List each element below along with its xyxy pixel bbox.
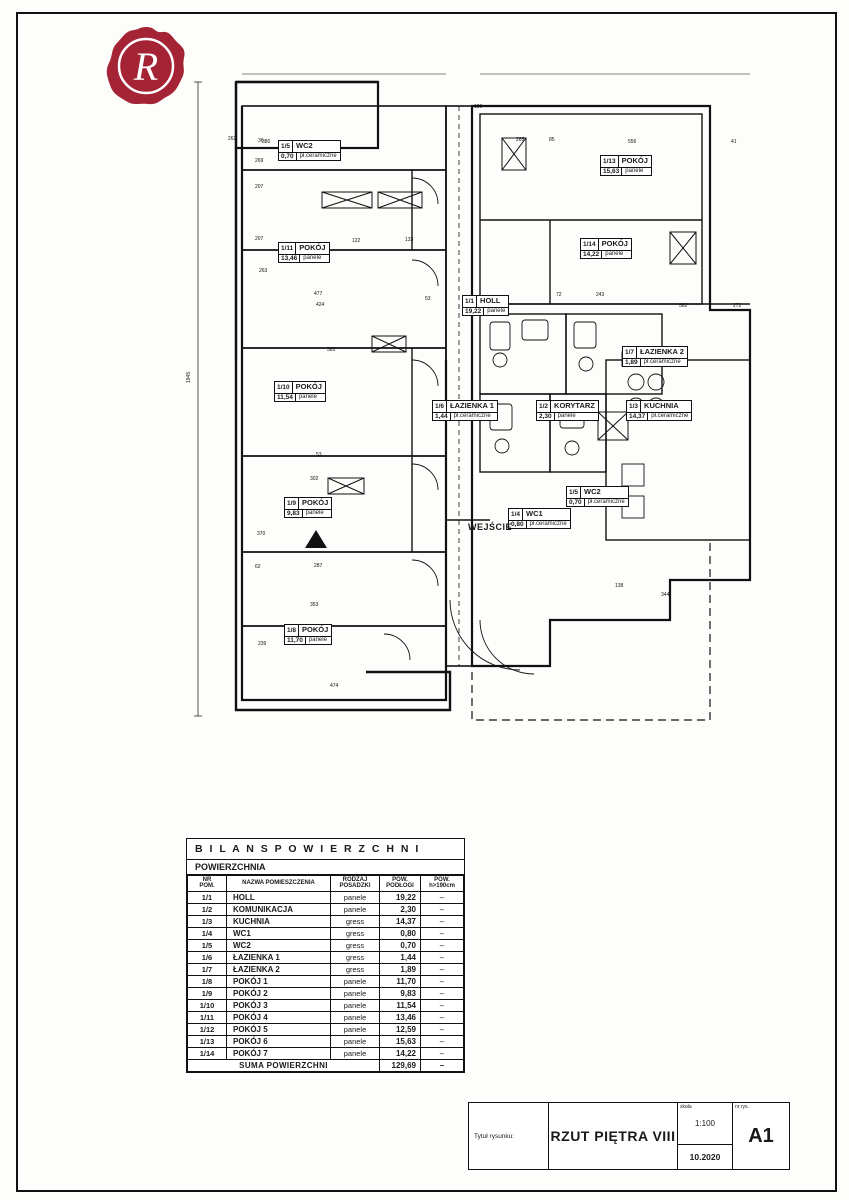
drawing-title: RZUT PIĘTRA VIII — [550, 1128, 676, 1144]
table-subtitle: POWIERZCHNIA — [187, 860, 464, 875]
area-table — [186, 838, 465, 1073]
cell-floor: panele — [331, 975, 380, 987]
cell-floor: panele — [331, 891, 380, 903]
cell-area: 13,46 — [380, 1011, 421, 1023]
room-label-1-7 — [622, 346, 688, 367]
cell-area: 19,22 — [380, 891, 421, 903]
room-name: HOLL — [480, 296, 501, 305]
cell-h190: – — [421, 963, 464, 975]
cell-h190: – — [421, 951, 464, 963]
cell-floor: panele — [331, 1011, 380, 1023]
dim-180: 180 — [474, 104, 483, 110]
cell-name: HOLL — [227, 891, 331, 903]
room-label-1-8 — [284, 624, 332, 645]
room-label-1-2 — [536, 400, 599, 421]
th-name: NAZWA POMIESZCZENIA — [227, 876, 331, 892]
th-area-line2: PODŁOGI — [386, 883, 414, 890]
room-floor: panele — [625, 167, 644, 174]
th-area-line1: POW. — [392, 877, 408, 883]
room-id: 1/8 — [285, 625, 299, 636]
cell-area: 14,37 — [380, 915, 421, 927]
cell-nr: 1/4 — [188, 927, 227, 939]
dim-265: 265 — [516, 137, 525, 143]
cell-nr: 1/7 — [188, 963, 227, 975]
dim-383: 383 — [327, 347, 336, 353]
table-row — [188, 1035, 464, 1047]
room-id: 1/6 — [433, 401, 447, 412]
cell-floor: gress — [331, 939, 380, 951]
cell-name: KOMUNIKACJA — [227, 903, 331, 915]
table-row — [188, 987, 464, 999]
cell-area: 11,70 — [380, 975, 421, 987]
dim-380: 380 — [262, 139, 271, 145]
room-area: 1,44 — [433, 413, 451, 420]
cell-area: 0,80 — [380, 927, 421, 939]
cell-nr: 1/10 — [188, 999, 227, 1011]
cell-area: 12,59 — [380, 1023, 421, 1035]
room-area: 15,63 — [601, 168, 622, 175]
sum-label: SUMA POWIERZCHNI — [188, 1059, 380, 1071]
cell-name: POKÓJ 1 — [227, 975, 331, 987]
dim-41: 41 — [731, 139, 737, 145]
cell-h190: – — [421, 891, 464, 903]
room-id: 1/3 — [627, 401, 641, 412]
cell-nr: 1/2 — [188, 903, 227, 915]
dim-207b: 207 — [255, 236, 264, 242]
dim-269: 269 — [255, 158, 264, 164]
room-name: KUCHNIA — [644, 401, 679, 410]
room-floor: pł.ceramiczne — [453, 412, 491, 419]
cell-nr: 1/1 — [188, 891, 227, 903]
th-area190-line2: h>190cm — [429, 883, 455, 890]
logo-letter: R — [133, 44, 159, 89]
cell-nr: 1/12 — [188, 1023, 227, 1035]
table-row — [188, 915, 464, 927]
cell-floor: panele — [331, 1035, 380, 1047]
dim-353: 353 — [310, 602, 319, 608]
room-id: 1/1 — [463, 296, 477, 307]
dim-272: 562 — [679, 303, 688, 309]
cell-h190: – — [421, 1011, 464, 1023]
cell-name: KUCHNIA — [227, 915, 331, 927]
cell-floor: gress — [331, 951, 380, 963]
scale-caption: skala — [680, 1104, 692, 1110]
dim-424: 424 — [316, 302, 325, 308]
overall-dimension: 1945 — [186, 371, 192, 383]
room-area: 2,30 — [537, 413, 555, 420]
room-area: 9,83 — [285, 510, 303, 517]
th-area190 — [421, 876, 464, 892]
room-name: POKÓJ — [601, 239, 628, 248]
table-row — [188, 927, 464, 939]
table-header-row — [188, 876, 464, 892]
table-row — [188, 951, 464, 963]
entrance-label: WEJŚCIE — [468, 522, 513, 532]
room-floor: panele — [557, 412, 576, 419]
dim-474: 474 — [330, 683, 339, 689]
cell-nr: 1/14 — [188, 1047, 227, 1059]
table-row — [188, 939, 464, 951]
cell-area: 14,22 — [380, 1047, 421, 1059]
cell-nr: 1/13 — [188, 1035, 227, 1047]
table-row — [188, 975, 464, 987]
title-block-caption: Tytuł rysunku: — [469, 1103, 549, 1169]
cell-area: 0,70 — [380, 939, 421, 951]
cell-name: POKÓJ 4 — [227, 1011, 331, 1023]
room-floor: pł.ceramiczne — [529, 520, 567, 527]
room-id: 1/5 — [567, 487, 581, 498]
dim-122: 122 — [352, 238, 361, 244]
room-label-1-5 — [566, 486, 629, 507]
dim-344: 344 — [661, 592, 670, 598]
cell-floor: gress — [331, 915, 380, 927]
room-name: KORYTARZ — [554, 401, 595, 410]
dim-40: 62 — [255, 564, 261, 570]
cell-floor: panele — [331, 999, 380, 1011]
dim-53: 53 — [425, 296, 431, 302]
cell-area: 15,63 — [380, 1035, 421, 1047]
room-label-1-12 — [278, 140, 341, 161]
cell-name: WC2 — [227, 939, 331, 951]
date-value: 10.2020 — [678, 1144, 732, 1169]
cell-name: ŁAZIENKA 2 — [227, 963, 331, 975]
table-row — [188, 1023, 464, 1035]
dim-243: 72 — [556, 292, 562, 298]
room-id: 1/7 — [623, 347, 637, 358]
room-area: 11,54 — [275, 394, 296, 401]
room-label-1-11 — [278, 242, 330, 263]
scale-cell — [678, 1103, 732, 1144]
dim-324: 53 — [316, 452, 322, 458]
th-floor-line2: POSADZKI — [339, 883, 371, 890]
dim-370: 370 — [257, 531, 266, 537]
cell-name: ŁAZIENKA 1 — [227, 951, 331, 963]
dim-133: 133 — [405, 237, 414, 243]
room-name: POKÓJ — [302, 625, 329, 634]
room-floor: panele — [298, 393, 317, 400]
th-floor-line1: RODZAJ — [342, 877, 368, 883]
room-floor: panele — [308, 636, 327, 643]
cell-name: POKÓJ 5 — [227, 1023, 331, 1035]
room-area: 0,80 — [509, 521, 527, 528]
cell-name: POKÓJ 6 — [227, 1035, 331, 1047]
title-block — [468, 1102, 790, 1170]
cell-area: 9,83 — [380, 987, 421, 999]
cell-nr: 1/5 — [188, 939, 227, 951]
dim-287: 287 — [314, 563, 323, 569]
dim-477: 477 — [314, 291, 323, 297]
cell-h190: – — [421, 915, 464, 927]
cell-area: 2,30 — [380, 903, 421, 915]
th-floor — [331, 876, 380, 892]
cell-h190: – — [421, 975, 464, 987]
table-row — [188, 1047, 464, 1059]
cell-area: 11,54 — [380, 999, 421, 1011]
room-floor: panele — [305, 509, 324, 516]
sheet-caption: nr rys. — [735, 1104, 749, 1110]
dim-207: 207 — [255, 184, 264, 190]
cell-nr: 1/6 — [188, 951, 227, 963]
room-area: 14,37 — [627, 413, 648, 420]
room-label-1-3 — [626, 400, 692, 421]
cell-floor: gress — [331, 963, 380, 975]
room-label-1-1 — [462, 295, 509, 316]
th-area190-line1: POW. — [434, 877, 450, 883]
room-floor: panele — [303, 254, 322, 261]
dim-239: 239 — [258, 641, 267, 647]
room-area: 19,22 — [463, 308, 484, 315]
cell-h190: – — [421, 903, 464, 915]
table-row — [188, 999, 464, 1011]
cell-h190: – — [421, 1047, 464, 1059]
room-label-1-6 — [432, 400, 498, 421]
room-floor: panele — [605, 250, 624, 257]
room-area: 14,22 — [581, 251, 602, 258]
room-name: WC1 — [526, 509, 543, 518]
scale-value: 1:100 — [694, 1119, 716, 1128]
room-name: WC2 — [584, 487, 601, 496]
table-row — [188, 891, 464, 903]
room-name: POKÓJ — [299, 243, 326, 252]
room-area: 11,70 — [285, 637, 306, 644]
dim-138: 138 — [615, 583, 624, 589]
cell-floor: panele — [331, 1023, 380, 1035]
cell-nr: 1/9 — [188, 987, 227, 999]
room-floor: pł.ceramiczne — [651, 412, 689, 419]
room-area: 13,46 — [279, 255, 300, 262]
table-sum-row — [188, 1059, 464, 1071]
cell-h190: – — [421, 1035, 464, 1047]
entrance-arrow — [305, 530, 327, 548]
th-nr-line1: NR — [202, 877, 212, 883]
room-id: 1/5 — [279, 141, 293, 152]
room-name: WC2 — [296, 141, 313, 150]
sheet-cell — [733, 1103, 789, 1169]
cell-floor: gress — [331, 927, 380, 939]
room-id: 1/11 — [279, 243, 296, 254]
room-area: 0,70 — [567, 499, 585, 506]
room-label-1-13 — [600, 155, 652, 176]
cell-h190: – — [421, 987, 464, 999]
dim-47: 272 — [733, 303, 742, 309]
th-area — [380, 876, 421, 892]
table-title: B I L A N S P O W I E R Z C H N I — [187, 839, 464, 860]
dim-36: 36 — [258, 138, 264, 144]
room-id: 1/4 — [509, 509, 523, 520]
th-nr-line2: POM. — [199, 883, 215, 890]
room-floor: pł.ceramiczne — [643, 358, 681, 365]
room-label-1-4 — [508, 508, 571, 529]
cell-h190: – — [421, 927, 464, 939]
room-label-1-14 — [580, 238, 632, 259]
cell-h190: – — [421, 1023, 464, 1035]
dim-263: 263 — [259, 268, 268, 274]
cell-nr: 1/11 — [188, 1011, 227, 1023]
room-label-1-9 — [284, 497, 332, 518]
cell-name: WC1 — [227, 927, 331, 939]
cell-name: POKÓJ 7 — [227, 1047, 331, 1059]
th-nr — [188, 876, 227, 892]
room-id: 1/14 — [581, 239, 599, 250]
room-id: 1/9 — [285, 498, 299, 509]
cell-area: 1,44 — [380, 951, 421, 963]
dim-85: 85 — [549, 137, 555, 143]
table-row — [188, 903, 464, 915]
cell-name: POKÓJ 2 — [227, 987, 331, 999]
room-area: 1,89 — [623, 359, 641, 366]
cell-floor: panele — [331, 1047, 380, 1059]
sum-h190: – — [421, 1059, 464, 1071]
cell-h190: – — [421, 999, 464, 1011]
dim-556: 556 — [628, 139, 637, 145]
cell-floor: panele — [331, 987, 380, 999]
dim-302: 302 — [310, 476, 319, 482]
cell-nr: 1/8 — [188, 975, 227, 987]
cell-floor: panele — [331, 903, 380, 915]
cell-name: POKÓJ 3 — [227, 999, 331, 1011]
room-id: 1/13 — [601, 156, 619, 167]
room-area: 0,70 — [279, 153, 297, 160]
cell-area: 1,89 — [380, 963, 421, 975]
cell-nr: 1/3 — [188, 915, 227, 927]
room-label-1-10 — [274, 381, 326, 402]
room-id: 1/2 — [537, 401, 551, 412]
table-row — [188, 1011, 464, 1023]
sheet-value: A1 — [748, 1124, 774, 1147]
room-floor: panele — [487, 307, 506, 314]
table-row — [188, 963, 464, 975]
dim-262: 262 — [228, 136, 237, 142]
room-floor: pł.ceramiczne — [587, 498, 625, 505]
dim-562: 243 — [596, 292, 605, 298]
room-id: 1/10 — [275, 382, 293, 393]
room-name: POKÓJ — [621, 156, 648, 165]
room-name: ŁAZIENKA 2 — [640, 347, 684, 356]
room-floor: pł.ceramiczne — [299, 152, 337, 159]
room-name: POKÓJ — [295, 382, 322, 391]
room-name: POKÓJ — [302, 498, 329, 507]
cell-h190: – — [421, 939, 464, 951]
room-name: ŁAZIENKA 1 — [450, 401, 494, 410]
area-table-grid — [187, 875, 464, 1072]
sum-value: 129,69 — [380, 1059, 421, 1071]
